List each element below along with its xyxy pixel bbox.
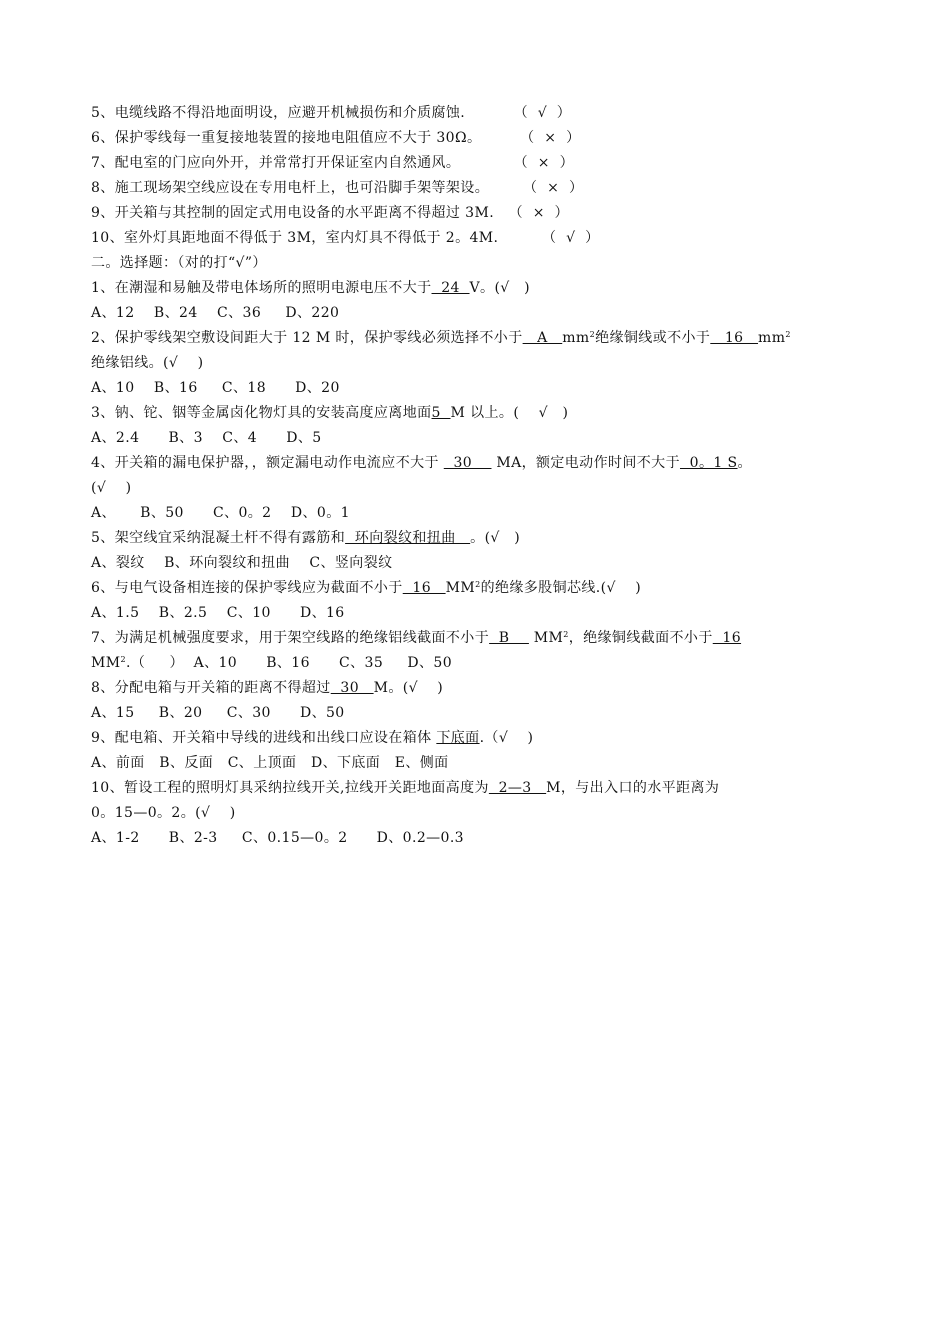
text-segment: ，绝缘铜线截面不小于 [568,630,713,646]
text-line: 10、室外灯具距地面不得低于 3M，室内灯具不得低于 2。4M. （ √ ） [91,230,600,246]
text-segment: 9、配电箱、开关箱中导线的进线和出线口应设在箱体 [91,730,437,746]
text-segment: 5、架空线宜采纳混凝土杆不得有露筋和 [91,530,346,546]
text-line [91,577,641,599]
text-line: A、 B、50 C、0。2 D、0。1 [91,505,350,521]
text-line [91,677,443,699]
superscript: 2 [475,580,481,589]
text-segment: MA，额定电动作时间不大于 [491,455,680,471]
text-line [91,327,791,349]
text-line: (√ ) [91,480,132,496]
superscript: 2 [563,630,569,639]
text-line [91,652,452,674]
text-segment: 10、暂设工程的照明灯具采纳拉线开关,拉线开关距地面高度为 [91,780,489,796]
answer-blank: 2—3 [488,780,547,796]
text-line: A、15 B、20 C、30 D、50 [91,705,345,721]
text-segment: M。(√ ) [373,680,444,696]
text-segment: mm [562,330,590,346]
text-segment: MM [91,655,121,671]
text-line [91,527,520,549]
answer-blank: 30 [330,680,374,696]
answer-blank: B [489,630,529,646]
text-segment: 绝缘铜线或不小于 [595,330,711,346]
text-segment: 2、保护零线架空敷设间距大于 12 M 时，保护零线必须选择不小于 [91,330,523,346]
text-line [91,727,533,749]
text-line: A、1-2 B、2-3 C、0.15—0。2 D、0.2—0.3 [91,830,464,846]
text-segment: 1、在潮湿和易触及带电体场所的照明电源电压不大于 [91,280,432,296]
text-line: A、1.5 B、2.5 C、10 D、16 [91,605,345,621]
answer-blank: 下底面 [436,730,480,746]
text-line: 8、施工现场架空线应设在专用电杆上，也可沿脚手架等架设。 （ × ） [91,180,584,196]
answer-blank: 16 [712,630,742,646]
text-line: 0。15—0。2。(√ ) [91,805,236,821]
answer-blank: 0。1 S [679,455,738,471]
superscript: 2 [589,330,596,339]
superscript: 2 [785,330,791,339]
text-segment: 。 [737,455,752,471]
text-line: 5、电缆线路不得沿地面明设，应避开机械损伤和介质腐蚀. （ √ ） [91,105,572,121]
text-segment: V。(√ ) [469,280,531,296]
text-segment: 的绝缘多股铜芯线.(√ ) [480,580,642,596]
text-segment: M，与出入口的水平距离为 [546,780,720,796]
text-segment: MM [528,630,564,646]
answer-blank: 30 [443,455,492,471]
text-line: A、12 B、24 C、36 D、220 [91,305,340,321]
text-line [91,627,741,649]
text-line: A、10 B、16 C、18 D、20 [91,380,340,396]
text-line [91,777,719,799]
text-segment: MM [445,580,476,596]
text-segment: 8、分配电箱与开关箱的距离不得超过 [91,680,331,696]
text-segment: .（ ） A、10 B、16 C、35 D、50 [125,655,453,671]
text-segment: .（√ ) [479,730,534,746]
text-line: 6、保护零线每一重复接地装置的接地电阻值应不大于 30Ω。 （ × ） [91,130,581,146]
text-segment: 7、为满足机械强度要求，用于架空线路的绝缘铝线截面不小于 [91,630,490,646]
superscript: 2 [120,655,126,664]
text-line: A、前面 B、反面 C、上顶面 D、下底面 E、侧面 [91,755,449,771]
answer-blank: 16 [402,580,446,596]
answer-blank: 16 [710,330,759,346]
text-line [91,402,568,424]
text-line [91,277,530,299]
text-segment: 3、钠、铊、铟等金属卤化物灯具的安装高度应离地面 [91,405,432,421]
text-line: A、2.4 B、3 C、4 D、5 [91,430,322,446]
text-line: 绝缘铝线。(√ ) [91,355,204,371]
text-line: 9、开关箱与其控制的固定式用电设备的水平距离不得超过 3M. （ × ） [91,205,569,221]
answer-blank: 5 [431,405,451,421]
text-line: A、裂纹 B、环向裂纹和扭曲 C、竖向裂纹 [91,555,393,571]
answer-blank: 环向裂纹和扭曲 [345,530,471,546]
text-segment: 4、开关箱的漏电保护器，，额定漏电动作电流应不大于 [91,455,444,471]
text-segment: M 以上。( √ ) [450,405,569,421]
text-line: 7、配电室的门应向外开，并常常打开保证室内自然通风。 （ × ） [91,155,574,171]
text-line [91,452,752,474]
text-segment: 6、与电气设备相连接的保护零线应为截面不小于 [91,580,403,596]
text-segment: 。(√ ) [470,530,521,546]
text-line: 二。选择题：（对的打“√”） [91,255,267,271]
answer-blank: A [522,330,563,346]
text-segment: mm [758,330,786,346]
answer-blank: 24 [431,280,470,296]
